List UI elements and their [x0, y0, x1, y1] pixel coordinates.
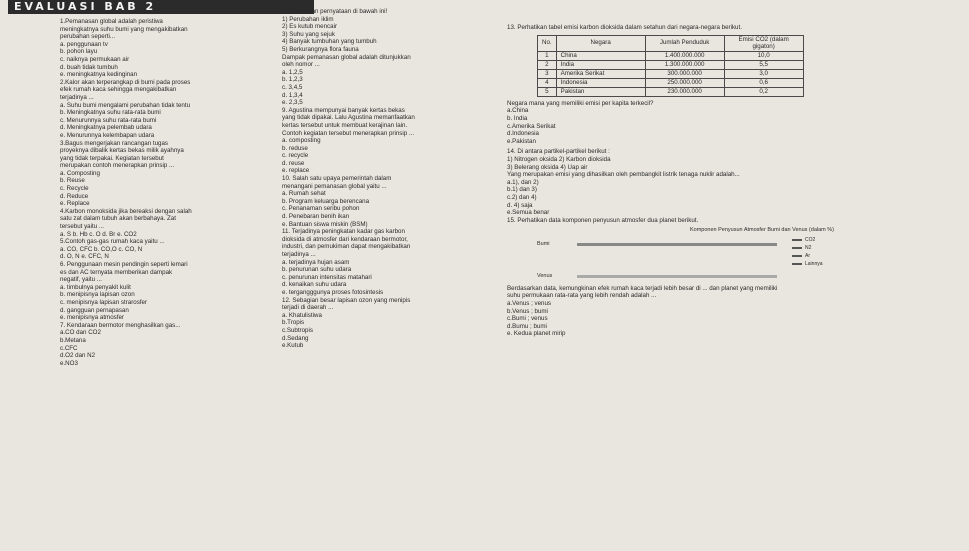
- question-13-line: d.Indonesia: [507, 130, 539, 138]
- column2-line: 1) Perubahan iklim: [282, 15, 334, 23]
- column2-line: d.Sedang: [282, 334, 309, 342]
- questions-column-1: [60, 18, 280, 367]
- table-row: [538, 87, 804, 96]
- column2-line: a. 1,2,5: [282, 68, 303, 76]
- question-15-line: d.Bumu ; bumi: [507, 322, 547, 330]
- table-row: [538, 60, 804, 69]
- table-cell: 10,0: [724, 51, 803, 60]
- column1-line: satu zat dalam tubuh akan berbahaya. Zat: [60, 215, 176, 223]
- column2-line: e. replace: [282, 167, 310, 175]
- column2-line: d. Penebaran benih ikan: [282, 213, 350, 221]
- column1-line: a. penggunaan tv: [60, 40, 108, 48]
- column1-line: 1.Pemanasan global adalah peristiwa: [60, 18, 163, 25]
- table-row: [538, 78, 804, 87]
- column2-line: terjadi di daerah ...: [282, 304, 334, 312]
- question-14-line: 3) Belerang oksida 4) Uap air: [507, 163, 588, 171]
- column2-line: 2) Es kutub mencair: [282, 23, 338, 31]
- column1-line: perubahan seperti...: [60, 33, 116, 41]
- column1-line: 6. Penggunaan mesin pendingin seperti lemari: [60, 261, 188, 268]
- column1-line: e.NO3: [60, 359, 78, 367]
- column1-line: d. Reduce: [60, 192, 89, 200]
- question-15-line: e. Kedua planet mirip: [507, 330, 566, 338]
- table-cell: 3: [538, 69, 557, 78]
- table-cell: 4: [538, 78, 557, 87]
- table-cell: 230.000.000: [645, 87, 724, 96]
- column2-line: Dampak pemanasan global adalah ditunjukkan: [282, 53, 411, 61]
- column1-line: a.CO dan CO2: [60, 329, 101, 337]
- table-cell: Amerika Serikat: [556, 69, 645, 78]
- question-13-title: 13. Perhatikan tabel emisi karbon dioksida dalam setahun dari negara-negara berikut.: [507, 24, 742, 31]
- column1-line: d. O, N e. CFC, N: [60, 253, 109, 261]
- question-15-title: 15. Perhatikan data komponen penyusun atmosfer dua planet berikut.: [507, 216, 699, 224]
- question-14-line: e.Semua benar: [507, 209, 550, 217]
- column1-line: a. timbulnya penyakit kulit: [60, 283, 131, 291]
- table-cell: 1.400.000.000: [645, 51, 724, 60]
- question-15-line: a.Venus ; venus: [507, 300, 552, 308]
- column1-line: a. Suhu bumi mengalami perubahan tidak tentu: [60, 101, 191, 109]
- question-15-line: c.Bumi ; venus: [507, 315, 548, 323]
- column2-line: c. 3,4,5: [282, 83, 303, 91]
- column2-line: b. 1,2,3: [282, 76, 303, 84]
- table-cell: Pakistan: [556, 87, 645, 96]
- column2-line: b. penurunan suhu udara: [282, 266, 352, 274]
- column2-line: 11. Terjadinya peningkatan kadar gas karbon: [282, 228, 405, 236]
- column1-line: e. Menurunnya kelembapan udara: [60, 131, 155, 139]
- column2-line: 10. Salah satu upaya pemerintah dalam: [282, 175, 392, 183]
- column1-line: 7. Kendaraan bermotor menghasilkan gas...: [60, 321, 181, 329]
- column1-line: b.Metana: [60, 336, 86, 344]
- column2-line: Contoh kegiatan tersebut menerapkan prinsip ...: [282, 129, 415, 137]
- column2-line: a. terjadinya hujan asam: [282, 258, 350, 266]
- question-15-line: b.Venus ; bumi: [507, 307, 548, 315]
- column2-line: yang tidak dipakai. Lalu Agustina memanfaatkan: [282, 114, 415, 122]
- table-cell: 0,2: [724, 87, 803, 96]
- column2-line: d. kenaikan suhu udara: [282, 281, 347, 289]
- table-header-emission: Emisi CO2 (dalam gigaton): [724, 35, 803, 51]
- page-title: EVALUASI BAB 2: [8, 0, 314, 14]
- column1-line: es dan AC ternyata memberikan dampak: [60, 268, 173, 276]
- legend-ar: Ar: [792, 253, 810, 261]
- table-cell: 2: [538, 60, 557, 69]
- questions-column-3: [507, 24, 957, 338]
- atmosphere-chart: [537, 235, 837, 285]
- question-14-line: 14. Di antara partikel-partikel berikut :: [507, 148, 610, 156]
- table-cell: 0,6: [724, 78, 803, 87]
- column1-line: c. naiknya permukaan air: [60, 55, 130, 63]
- column1-line: c. Menurunnya suhu rata-rata bumi: [60, 116, 157, 124]
- column1-line: e. meningkatnya kedinginan: [60, 71, 138, 79]
- table-cell: 1.300.000.000: [645, 60, 724, 69]
- column1-line: proyeknya dibalik kertas bekas milik ayahnya: [60, 147, 184, 155]
- column1-line: d. Meningkatnya pelembab udara: [60, 124, 152, 132]
- column2-line: 8. Perhatikan pernyataan di bawah ini!: [282, 8, 388, 15]
- column1-line: c.CFC: [60, 344, 78, 352]
- table-cell: 5,5: [724, 60, 803, 69]
- column2-line: e. tergangggunya proses fotosintesis: [282, 288, 384, 296]
- column1-line: yang tidak terpakai. Kegiatan tersebut: [60, 154, 164, 162]
- column2-line: 9. Agustina mempunyai banyak kertas bekas: [282, 106, 405, 114]
- column2-line: c. recycle: [282, 152, 309, 160]
- column1-line: c. menipisnya lapisan strarosfer: [60, 298, 148, 306]
- column2-line: menangani pemanasan global yaitu ...: [282, 182, 387, 190]
- question-13-line: b. India: [507, 114, 528, 122]
- question-13-line: e.Pakistan: [507, 137, 536, 145]
- table-row: [538, 51, 804, 60]
- column2-line: b.Tropis: [282, 319, 305, 327]
- column1-line: 5.Contoh gas-gas rumah kaca yaitu ...: [60, 238, 165, 246]
- column1-line: merupakan contoh menerapkan prinsip ...: [60, 162, 175, 170]
- column1-line: c. Recycle: [60, 185, 89, 193]
- column2-line: oleh nomor ...: [282, 61, 320, 69]
- column1-line: 3.Bagus mengerjakan rancangan tugas: [60, 139, 169, 147]
- column2-line: c. penurunan intensitas matahari: [282, 273, 372, 281]
- column2-line: 3) Suhu yang sejuk: [282, 30, 335, 38]
- question-13-line: Negara mana yang memiliki emisi per kapita terkecil?: [507, 99, 654, 107]
- column1-line: 4.Karbon monoksida jika bereaksi dengan salah: [60, 207, 192, 215]
- table-cell: 5: [538, 87, 557, 96]
- table-header-population: Jumlah Penduduk: [645, 35, 724, 51]
- column1-line: a. Composting: [60, 169, 100, 177]
- column2-line: kertas tersebut untuk membuat kerajinan lain.: [282, 121, 408, 129]
- column1-line: efek rumah kaca sehingga mengakibatkan: [60, 86, 177, 94]
- table-cell: India: [556, 60, 645, 69]
- question-13-line: a.China: [507, 107, 529, 115]
- table-header-no: No.: [538, 35, 557, 51]
- column1-line: b. pohon layu: [60, 48, 98, 56]
- questions-column-2: [282, 8, 500, 350]
- legend-n2: N2: [792, 245, 811, 253]
- table-header-country: Negara: [556, 35, 645, 51]
- column2-line: c. Penanaman seribu pohon: [282, 205, 360, 213]
- column1-line: 2.Kalor akan terperangkap di bumi pada proses: [60, 78, 191, 86]
- question-14-line: b.1) dan 3): [507, 186, 537, 194]
- column1-line: terjadinya ...: [60, 93, 94, 101]
- column1-line: d. buah tidak tumbuh: [60, 63, 118, 71]
- column2-line: 4) Banyak tumbuhan yang tumbuh: [282, 38, 377, 46]
- chart-label-bumi: Bumi: [537, 240, 550, 247]
- chart-title: Komponen Penyusun Atmosfer Bumi dan Venus (dalam %): [690, 227, 834, 234]
- emission-table: [537, 35, 804, 97]
- column2-line: a. Rumah sehat: [282, 190, 326, 198]
- column1-line: d.O2 dan N2: [60, 352, 96, 360]
- column2-line: a. composting: [282, 137, 321, 145]
- table-row: [538, 69, 804, 78]
- column1-line: a. S b. Hb c. O d. Br e. CO2: [60, 230, 137, 238]
- venus-bar: [577, 275, 777, 278]
- column2-line: terjadinya ...: [282, 251, 316, 258]
- question-14-line: 1) Nitrogen oksida 2) Karbon dioksida: [507, 155, 611, 163]
- legend-other: Lainnya: [792, 261, 823, 269]
- table-cell: 300.000.000: [645, 69, 724, 78]
- column2-line: d. 1,3,4: [282, 91, 303, 99]
- column2-line: e.Kutub: [282, 342, 304, 350]
- column2-line: e. 2,3,5: [282, 99, 303, 107]
- chart-label-venus: Venus: [537, 272, 553, 279]
- bumi-bar: [577, 243, 777, 246]
- question-14-line: c.2) dan 4): [507, 193, 537, 201]
- table-cell: 250.000.000: [645, 78, 724, 87]
- column2-line: c.Subtropis: [282, 326, 313, 334]
- column2-line: industri, dan pemukiman dapat mengakibatkan: [282, 243, 411, 251]
- question-14-line: a.1), dan 2): [507, 178, 539, 186]
- table-cell: Indonesia: [556, 78, 645, 87]
- column2-line: 12. Sebagian besar lapisan ozon yang menipis: [282, 296, 411, 304]
- table-cell: 1: [538, 51, 557, 60]
- table-cell: 3,0: [724, 69, 803, 78]
- column2-line: b. Program keluarga berencana: [282, 197, 370, 205]
- column1-line: b. Reuse: [60, 177, 85, 185]
- column1-line: e. Replace: [60, 200, 90, 208]
- column2-line: b. reduse: [282, 144, 308, 152]
- column1-line: b. menipisnya lapisan ozon: [60, 291, 135, 299]
- column1-line: negatif, yaitu ...: [60, 276, 102, 284]
- column2-line: 5) Berkurangnya flora fauna: [282, 45, 359, 53]
- column1-line: meningkatnya suhu bumi yang mengakibatkan: [60, 25, 188, 33]
- table-cell: China: [556, 51, 645, 60]
- question-14-line: d. 4) saja: [507, 201, 533, 209]
- column1-line: b. Meningkatnya suhu rata-rata bumi: [60, 109, 161, 117]
- legend-co2: CO2: [792, 237, 815, 245]
- column1-line: tersebut yaitu ...: [60, 223, 105, 231]
- column1-line: a. CO, CFC b. CO,O c. CO, N: [60, 245, 143, 253]
- column2-line: dioksida di atmosfer dari kendaraan bermotor,: [282, 235, 408, 243]
- question-15-line: Berdasarkan data, kemungkinan efek rumah kaca terjadi lebih besar di ... dan planet yang memiliki: [507, 284, 778, 292]
- column2-line: a. Khatulistiwa: [282, 311, 322, 319]
- question-13-line: c.Amerika Serikat: [507, 122, 556, 130]
- column1-line: d. gangguan pernapasan: [60, 306, 129, 314]
- question-14-line: Yang merupakan emisi yang dihasilkan oleh pembangkit listrik tenaga nuklir adalah...: [507, 171, 740, 179]
- question-15-line: suhu permukaan rata-rata yang lebih rendah adalah ...: [507, 292, 657, 300]
- column2-line: e. Bantuan siswa miskin (BSM): [282, 220, 368, 228]
- column1-line: e. menipisnya atmosfer: [60, 314, 124, 322]
- column2-line: d. reuse: [282, 159, 305, 167]
